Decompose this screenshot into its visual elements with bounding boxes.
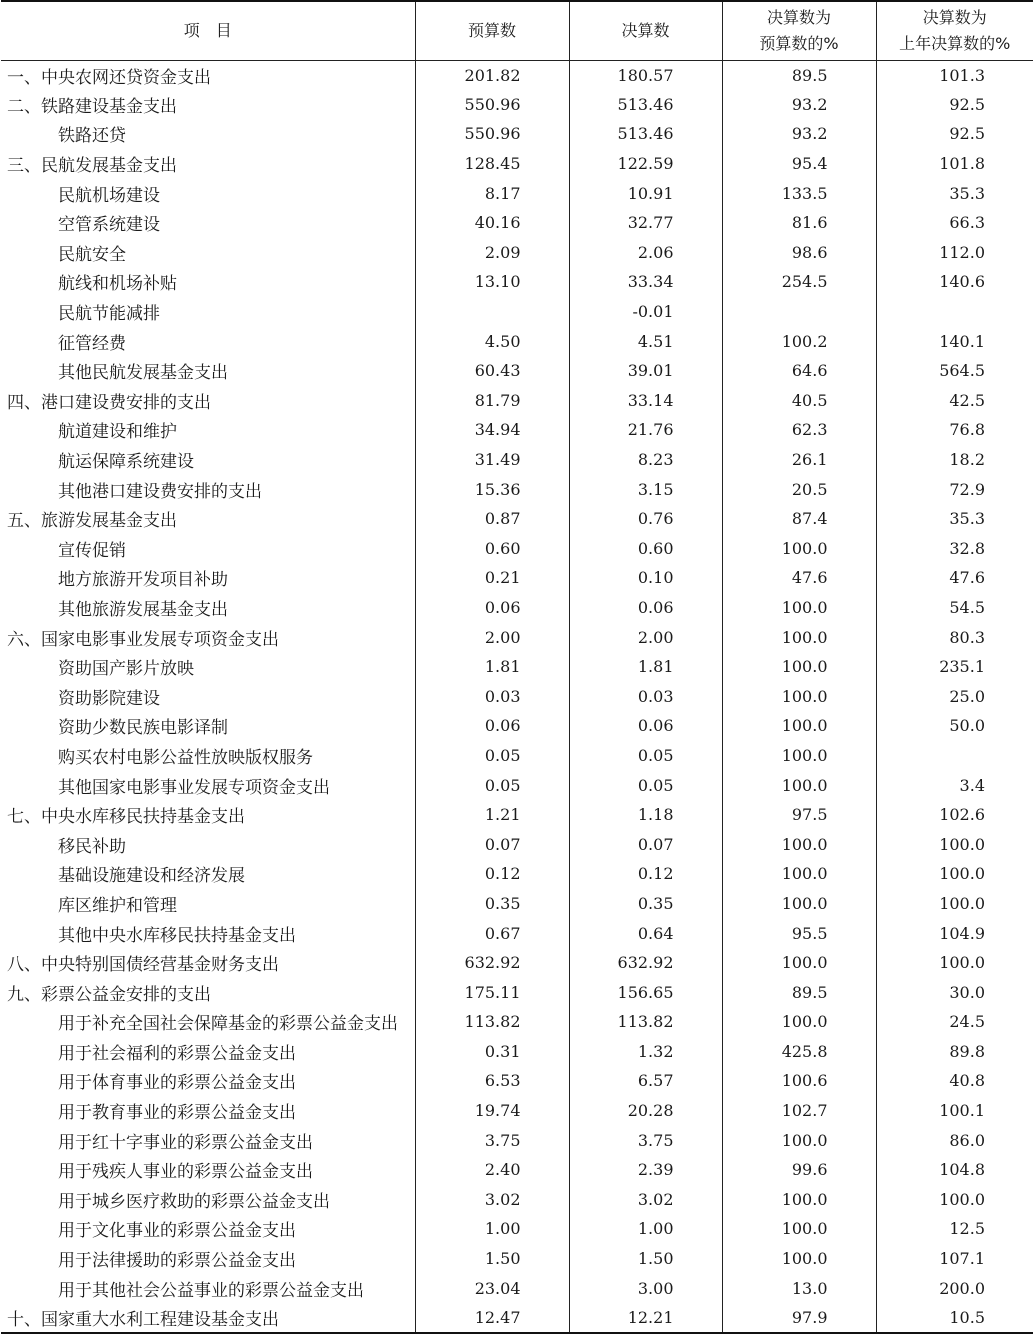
cell-pct-budget: 100.0 — [722, 1185, 876, 1215]
cell-budget: 34.94 — [415, 415, 569, 445]
table-row — [1, 445, 1033, 475]
cell-actual: 1.32 — [569, 1037, 722, 1067]
table-row — [1, 563, 1033, 593]
cell-budget: 40.16 — [415, 208, 569, 238]
cell-pct-last: 47.6 — [876, 563, 1033, 593]
cell-pct-budget: 93.2 — [722, 90, 876, 120]
cell-actual: 0.35 — [569, 889, 722, 919]
cell-item: 三、民航发展基金支出 — [7, 156, 177, 177]
cell-pct-budget: 89.5 — [722, 60, 876, 90]
cell-actual: 3.15 — [569, 474, 722, 504]
cell-pct-last: 89.8 — [876, 1037, 1033, 1067]
cell-pct-last: 18.2 — [876, 445, 1033, 475]
cell-item: 用于教育事业的彩票公益金支出 — [58, 1103, 296, 1124]
cell-pct-last: 66.3 — [876, 208, 1033, 238]
table-row — [1, 652, 1033, 682]
cell-actual: 2.39 — [569, 1155, 722, 1185]
cell-budget: 0.06 — [415, 711, 569, 741]
header-pct-budget-line1: 决算数为 — [766, 7, 831, 27]
cell-pct-last: 112.0 — [876, 238, 1033, 268]
cell-pct-last: 80.3 — [876, 622, 1033, 652]
cell-item: 库区维护和管理 — [58, 895, 177, 916]
cell-pct-budget: 100.6 — [722, 1066, 876, 1096]
cell-pct-budget: 100.0 — [722, 829, 876, 859]
cell-actual: 39.01 — [569, 356, 722, 386]
cell-item: 用于残疾人事业的彩票公益金支出 — [58, 1162, 313, 1183]
cell-actual: 122.59 — [569, 149, 722, 179]
cell-pct-last: 235.1 — [876, 652, 1033, 682]
cell-item: 资助影院建设 — [58, 688, 160, 709]
cell-actual: 0.10 — [569, 563, 722, 593]
cell-actual: 20.28 — [569, 1096, 722, 1126]
cell-item: 其他国家电影事业发展专项资金支出 — [58, 777, 330, 798]
table-row — [1, 238, 1033, 268]
table-row — [1, 356, 1033, 386]
cell-pct-budget: 100.0 — [722, 622, 876, 652]
header-actual: 决算数 — [569, 1, 722, 60]
table-row — [1, 741, 1033, 771]
cell-pct-last: 86.0 — [876, 1125, 1033, 1155]
cell-budget: 0.31 — [415, 1037, 569, 1067]
cell-item: 航运保障系统建设 — [58, 452, 194, 473]
table-row-category — [1, 977, 1033, 1007]
table-body — [1, 60, 1033, 1333]
cell-budget: 81.79 — [415, 386, 569, 416]
cell-item: 空管系统建设 — [58, 215, 160, 236]
table-row — [1, 593, 1033, 623]
cell-budget: 550.96 — [415, 90, 569, 120]
cell-pct-budget: 62.3 — [722, 415, 876, 445]
table-row — [1, 681, 1033, 711]
table-row-category — [1, 800, 1033, 830]
cell-item: 购买农村电影公益性放映版权服务 — [58, 747, 313, 768]
cell-pct-last: 25.0 — [876, 681, 1033, 711]
cell-budget: 1.21 — [415, 800, 569, 830]
cell-pct-last: 104.9 — [876, 918, 1033, 948]
cell-pct-last: 140.6 — [876, 267, 1033, 297]
cell-pct-last: 100.0 — [876, 1185, 1033, 1215]
cell-actual: 113.82 — [569, 1007, 722, 1037]
table-row — [1, 208, 1033, 238]
cell-pct-budget: 100.0 — [722, 889, 876, 919]
cell-pct-budget: 100.0 — [722, 711, 876, 741]
cell-budget: 0.35 — [415, 889, 569, 919]
cell-budget: 23.04 — [415, 1273, 569, 1303]
cell-actual: 33.34 — [569, 267, 722, 297]
cell-pct-budget: 100.0 — [722, 1125, 876, 1155]
cell-pct-last: 35.3 — [876, 504, 1033, 534]
cell-budget: 0.05 — [415, 741, 569, 771]
cell-budget: 31.49 — [415, 445, 569, 475]
cell-pct-budget: 100.0 — [722, 534, 876, 564]
cell-item: 八、中央特别国债经营基金财务支出 — [7, 955, 279, 976]
table-row — [1, 1155, 1033, 1185]
table-row — [1, 474, 1033, 504]
cell-actual: 0.03 — [569, 681, 722, 711]
header-pct-last-line1: 决算数为 — [922, 7, 987, 27]
cell-pct-budget — [722, 297, 876, 327]
cell-pct-budget: 95.4 — [722, 149, 876, 179]
header-pct-budget-line2: 预算数的% — [759, 33, 839, 53]
cell-item: 用于城乡医疗救助的彩票公益金支出 — [58, 1191, 330, 1212]
table-row-category — [1, 60, 1033, 90]
cell-actual: 1.18 — [569, 800, 722, 830]
cell-pct-budget: 100.0 — [722, 593, 876, 623]
table-row — [1, 829, 1033, 859]
cell-pct-budget: 20.5 — [722, 474, 876, 504]
cell-pct-budget: 100.0 — [722, 859, 876, 889]
cell-item: 民航节能减排 — [58, 304, 160, 325]
cell-pct-last: 104.8 — [876, 1155, 1033, 1185]
cell-pct-last: 32.8 — [876, 534, 1033, 564]
cell-pct-budget: 89.5 — [722, 977, 876, 1007]
table-row — [1, 1214, 1033, 1244]
table-row — [1, 1244, 1033, 1274]
cell-budget: 4.50 — [415, 326, 569, 356]
cell-actual: 8.23 — [569, 445, 722, 475]
table-row — [1, 326, 1033, 356]
cell-item: 移民补助 — [58, 836, 126, 857]
cell-actual: 10.91 — [569, 178, 722, 208]
cell-budget: 13.10 — [415, 267, 569, 297]
table-row-category — [1, 504, 1033, 534]
cell-actual: 3.02 — [569, 1185, 722, 1215]
cell-item: 民航机场建设 — [58, 185, 160, 206]
cell-item: 铁路还贷 — [58, 126, 126, 147]
table-row — [1, 1096, 1033, 1126]
cell-item: 五、旅游发展基金支出 — [7, 511, 177, 532]
cell-budget: 0.03 — [415, 681, 569, 711]
cell-budget: 6.53 — [415, 1066, 569, 1096]
table-row-category — [1, 948, 1033, 978]
cell-pct-budget: 100.0 — [722, 1007, 876, 1037]
cell-pct-last: 35.3 — [876, 178, 1033, 208]
cell-pct-budget: 97.9 — [722, 1303, 876, 1333]
cell-pct-budget: 425.8 — [722, 1037, 876, 1067]
cell-pct-last: 200.0 — [876, 1273, 1033, 1303]
table-row-category — [1, 149, 1033, 179]
budget-table — [1, 0, 1033, 1334]
cell-pct-budget: 64.6 — [722, 356, 876, 386]
cell-budget: 1.00 — [415, 1214, 569, 1244]
table-row — [1, 1273, 1033, 1303]
cell-pct-budget: 95.5 — [722, 918, 876, 948]
cell-actual: 4.51 — [569, 326, 722, 356]
table-row — [1, 770, 1033, 800]
cell-pct-last: 92.5 — [876, 90, 1033, 120]
table-row-category — [1, 90, 1033, 120]
cell-pct-budget: 100.0 — [722, 652, 876, 682]
cell-item: 基础设施建设和经济发展 — [58, 866, 245, 887]
cell-pct-last: 54.5 — [876, 593, 1033, 623]
cell-actual: 0.76 — [569, 504, 722, 534]
cell-actual: 0.07 — [569, 829, 722, 859]
cell-budget: 15.36 — [415, 474, 569, 504]
cell-item: 宣传促销 — [58, 540, 126, 561]
cell-item: 资助国产影片放映 — [58, 659, 194, 680]
cell-actual: 2.06 — [569, 238, 722, 268]
header-budget: 预算数 — [415, 1, 569, 60]
cell-pct-budget: 100.0 — [722, 1214, 876, 1244]
cell-pct-last: 12.5 — [876, 1214, 1033, 1244]
cell-budget: 0.07 — [415, 829, 569, 859]
cell-actual: 0.12 — [569, 859, 722, 889]
cell-budget: 0.87 — [415, 504, 569, 534]
cell-budget: 2.40 — [415, 1155, 569, 1185]
cell-budget: 0.06 — [415, 593, 569, 623]
cell-pct-budget: 102.7 — [722, 1096, 876, 1126]
cell-item: 七、中央水库移民扶持基金支出 — [7, 807, 245, 828]
table-row — [1, 415, 1033, 445]
cell-budget — [415, 297, 569, 327]
cell-budget: 0.05 — [415, 770, 569, 800]
header-pct-last-line2: 上年决算数的% — [899, 33, 1011, 53]
cell-item: 四、港口建设费安排的支出 — [7, 392, 211, 413]
cell-item: 用于法律援助的彩票公益金支出 — [58, 1251, 296, 1272]
cell-actual: 632.92 — [569, 948, 722, 978]
cell-pct-last: 100.1 — [876, 1096, 1033, 1126]
cell-item: 民航安全 — [58, 244, 126, 265]
cell-pct-budget: 100.0 — [722, 770, 876, 800]
cell-pct-budget: 98.6 — [722, 238, 876, 268]
cell-budget: 2.00 — [415, 622, 569, 652]
cell-actual: 0.05 — [569, 741, 722, 771]
cell-pct-last: 30.0 — [876, 977, 1033, 1007]
cell-actual: 3.75 — [569, 1125, 722, 1155]
cell-item: 征管经费 — [58, 333, 126, 354]
cell-budget: 12.47 — [415, 1303, 569, 1333]
cell-actual: 0.05 — [569, 770, 722, 800]
cell-pct-budget: 47.6 — [722, 563, 876, 593]
header-pct-budget — [722, 1, 876, 60]
table-row — [1, 918, 1033, 948]
cell-item: 其他旅游发展基金支出 — [58, 599, 228, 620]
cell-pct-last: 102.6 — [876, 800, 1033, 830]
cell-pct-budget: 100.0 — [722, 1244, 876, 1274]
table-row — [1, 1037, 1033, 1067]
cell-pct-last: 92.5 — [876, 119, 1033, 149]
cell-item: 资助少数民族电影译制 — [58, 718, 228, 739]
cell-pct-last: 101.8 — [876, 149, 1033, 179]
cell-pct-budget: 97.5 — [722, 800, 876, 830]
table-row-category — [1, 386, 1033, 416]
cell-budget: 2.09 — [415, 238, 569, 268]
table-row — [1, 1125, 1033, 1155]
cell-item: 用于体育事业的彩票公益金支出 — [58, 1073, 296, 1094]
cell-pct-budget: 100.0 — [722, 948, 876, 978]
cell-budget: 3.75 — [415, 1125, 569, 1155]
cell-item: 其他民航发展基金支出 — [58, 363, 228, 384]
cell-budget: 19.74 — [415, 1096, 569, 1126]
cell-actual: 3.00 — [569, 1273, 722, 1303]
table-row — [1, 119, 1033, 149]
table-row — [1, 889, 1033, 919]
cell-budget: 60.43 — [415, 356, 569, 386]
cell-budget: 0.12 — [415, 859, 569, 889]
cell-budget: 113.82 — [415, 1007, 569, 1037]
cell-actual: 33.14 — [569, 386, 722, 416]
cell-actual: 0.06 — [569, 593, 722, 623]
cell-item: 一、中央农网还贷资金支出 — [7, 67, 211, 88]
cell-actual: 180.57 — [569, 60, 722, 90]
cell-pct-budget: 26.1 — [722, 445, 876, 475]
cell-item: 用于文化事业的彩票公益金支出 — [58, 1221, 296, 1242]
cell-pct-budget: 100.0 — [722, 741, 876, 771]
cell-pct-last: 564.5 — [876, 356, 1033, 386]
cell-budget: 175.11 — [415, 977, 569, 1007]
table-row — [1, 1007, 1033, 1037]
table-row-category — [1, 1303, 1033, 1333]
table-row — [1, 297, 1033, 327]
cell-pct-last: 100.0 — [876, 948, 1033, 978]
cell-item: 用于红十字事业的彩票公益金支出 — [58, 1132, 313, 1153]
cell-item: 十、国家重大水利工程建设基金支出 — [1, 1303, 415, 1333]
cell-actual: 21.76 — [569, 415, 722, 445]
cell-pct-last: 24.5 — [876, 1007, 1033, 1037]
cell-item: 其他港口建设费安排的支出 — [58, 481, 262, 502]
cell-actual: 2.00 — [569, 622, 722, 652]
table-row — [1, 178, 1033, 208]
cell-pct-last: 3.4 — [876, 770, 1033, 800]
cell-actual: 0.60 — [569, 534, 722, 564]
cell-pct-last: 10.5 — [876, 1303, 1033, 1333]
cell-actual: 156.65 — [569, 977, 722, 1007]
header-pct-last — [876, 1, 1033, 60]
table-row — [1, 1066, 1033, 1096]
cell-actual: 0.06 — [569, 711, 722, 741]
cell-budget: 3.02 — [415, 1185, 569, 1215]
cell-budget: 128.45 — [415, 149, 569, 179]
cell-pct-budget: 99.6 — [722, 1155, 876, 1185]
cell-pct-last: 50.0 — [876, 711, 1033, 741]
cell-actual: 1.50 — [569, 1244, 722, 1274]
cell-item: 用于其他社会公益事业的彩票公益金支出 — [58, 1280, 364, 1301]
cell-actual: 6.57 — [569, 1066, 722, 1096]
cell-item: 航道建设和维护 — [58, 422, 177, 443]
cell-item: 其他中央水库移民扶持基金支出 — [58, 925, 296, 946]
cell-pct-last: 42.5 — [876, 386, 1033, 416]
cell-pct-budget: 133.5 — [722, 178, 876, 208]
cell-budget: 1.81 — [415, 652, 569, 682]
cell-actual: 1.81 — [569, 652, 722, 682]
cell-pct-budget: 100.0 — [722, 681, 876, 711]
cell-pct-last: 76.8 — [876, 415, 1033, 445]
cell-pct-last: 140.1 — [876, 326, 1033, 356]
cell-pct-budget: 40.5 — [722, 386, 876, 416]
cell-pct-last: 72.9 — [876, 474, 1033, 504]
cell-budget: 8.17 — [415, 178, 569, 208]
cell-pct-budget: 13.0 — [722, 1273, 876, 1303]
cell-pct-last: 40.8 — [876, 1066, 1033, 1096]
cell-pct-budget: 93.2 — [722, 119, 876, 149]
cell-item: 用于补充全国社会保障基金的彩票公益金支出 — [58, 1014, 398, 1035]
cell-pct-last — [876, 741, 1033, 771]
cell-budget: 201.82 — [415, 60, 569, 90]
cell-actual: -0.01 — [569, 297, 722, 327]
table-row-category — [1, 622, 1033, 652]
cell-pct-last: 101.3 — [876, 60, 1033, 90]
header-item: 项 目 — [1, 1, 415, 60]
table-row — [1, 711, 1033, 741]
table-header — [1, 1, 1033, 60]
cell-actual: 1.00 — [569, 1214, 722, 1244]
cell-budget: 550.96 — [415, 119, 569, 149]
cell-budget: 0.60 — [415, 534, 569, 564]
cell-budget: 0.21 — [415, 563, 569, 593]
cell-item: 九、彩票公益金安排的支出 — [7, 984, 211, 1005]
table-row — [1, 859, 1033, 889]
cell-actual: 32.77 — [569, 208, 722, 238]
cell-pct-last: 100.0 — [876, 859, 1033, 889]
cell-item: 地方旅游开发项目补助 — [58, 570, 228, 591]
cell-pct-budget: 100.2 — [722, 326, 876, 356]
cell-item: 六、国家电影事业发展专项资金支出 — [7, 629, 279, 650]
cell-actual: 12.21 — [569, 1303, 722, 1333]
cell-pct-last: 100.0 — [876, 829, 1033, 859]
cell-item: 航线和机场补贴 — [58, 274, 177, 295]
cell-actual: 513.46 — [569, 119, 722, 149]
cell-pct-last: 107.1 — [876, 1244, 1033, 1274]
cell-budget: 632.92 — [415, 948, 569, 978]
cell-item: 用于社会福利的彩票公益金支出 — [58, 1043, 296, 1064]
cell-pct-budget: 254.5 — [722, 267, 876, 297]
table-row — [1, 267, 1033, 297]
table-row — [1, 534, 1033, 564]
cell-pct-budget: 87.4 — [722, 504, 876, 534]
cell-budget: 0.67 — [415, 918, 569, 948]
cell-pct-last — [876, 297, 1033, 327]
table-row — [1, 1185, 1033, 1215]
cell-pct-last: 100.0 — [876, 889, 1033, 919]
cell-budget: 1.50 — [415, 1244, 569, 1274]
cell-pct-budget: 81.6 — [722, 208, 876, 238]
cell-actual: 513.46 — [569, 90, 722, 120]
cell-actual: 0.64 — [569, 918, 722, 948]
cell-item: 二、铁路建设基金支出 — [7, 96, 177, 117]
